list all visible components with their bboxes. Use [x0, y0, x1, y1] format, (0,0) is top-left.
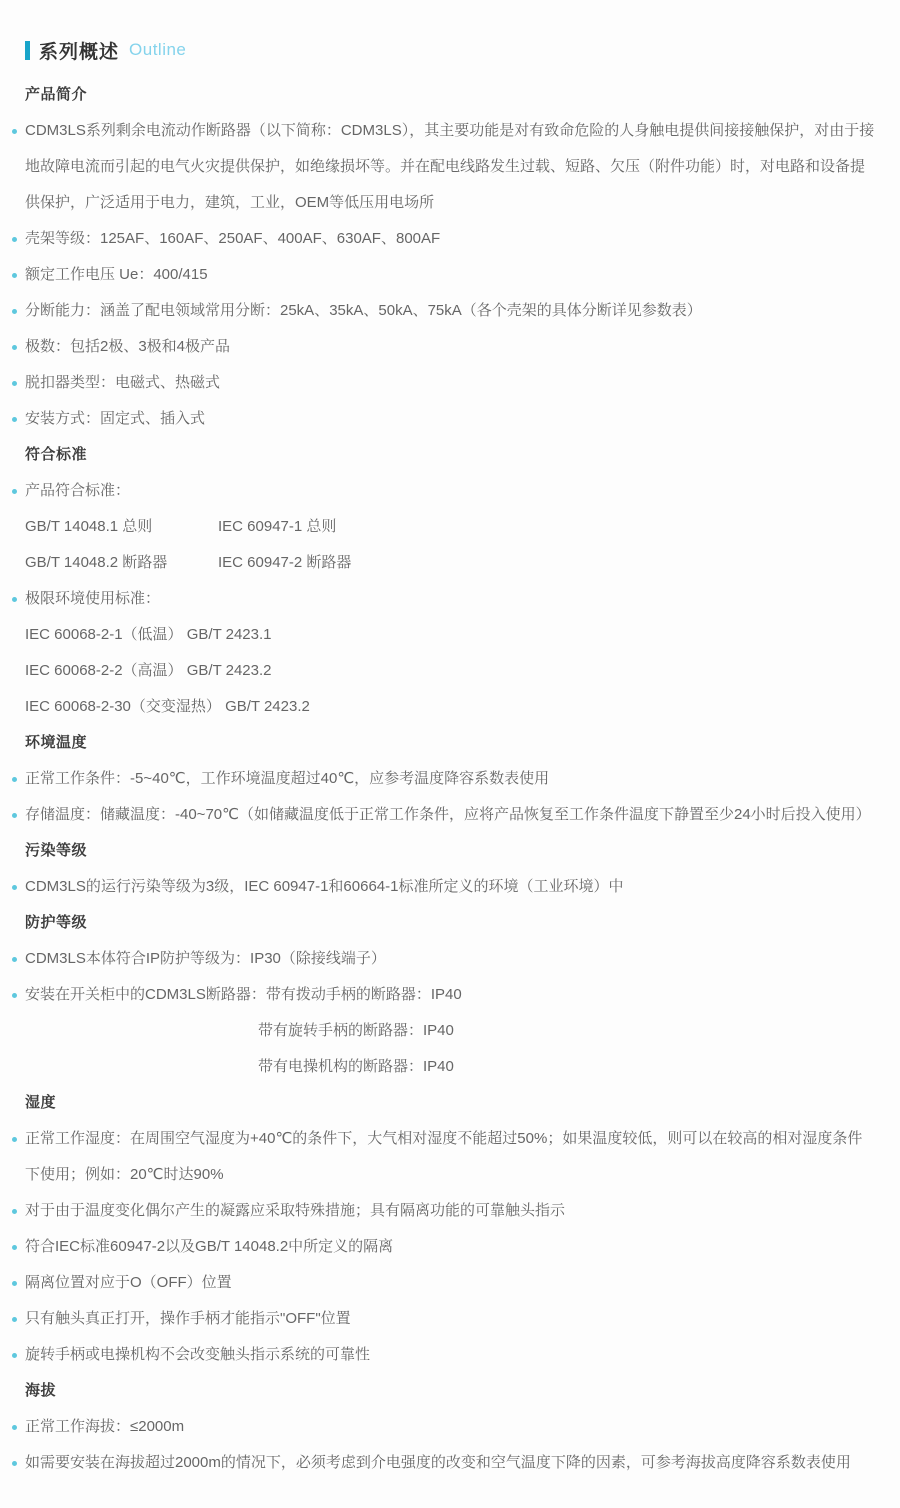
bullet-item — [25, 941, 875, 977]
continuation-line — [25, 1013, 875, 1049]
bullet-text: CDM3LS的运行污染等级为3级，IEC 60947-1和60664-1标准所定义的环境（工业环境）中 — [25, 878, 624, 895]
section-heading: 湿度 — [25, 1094, 57, 1111]
bullet-item — [25, 1409, 875, 1445]
bullet-dot-icon — [12, 1425, 17, 1430]
bullet-text: 正常工作海拔：≤2000m — [25, 1418, 185, 1435]
line-text: IEC 60068-2-2（高温） GB/T 2423.2 — [25, 662, 272, 679]
bullet-dot-icon — [12, 813, 17, 818]
title-accent-bar-icon — [25, 41, 30, 60]
bullet-item — [25, 221, 875, 257]
bullet-item — [25, 329, 875, 365]
bullet-text: 正常工作条件：-5~40℃，工作环境温度超过40℃，应参考温度降容系数表使用 — [25, 770, 550, 787]
bullet-item — [25, 977, 875, 1013]
line-text: IEC 60068-2-1（低温） GB/T 2423.1 — [25, 626, 272, 643]
plain-line — [25, 653, 875, 689]
bullet-dot-icon — [12, 1317, 17, 1322]
bullet-text: 分断能力：涵盖了配电领域常用分断：25kA、35kA、50kA、75kA（各个壳架的具体分断详见参数表） — [25, 302, 702, 319]
bullet-text: 极数：包括2极、3极和4极产品 — [25, 338, 231, 355]
bullet-item — [25, 1229, 875, 1265]
bullet-text: 脱扣器类型：电磁式、热磁式 — [25, 374, 221, 391]
bullet-item — [25, 1193, 875, 1229]
bullet-text: 极限环境使用标准： — [25, 590, 161, 607]
section-heading: 防护等级 — [25, 914, 88, 931]
bullet-text: 安装在开关柜中的CDM3LS断路器：带有拨动手柄的断路器：IP40 — [25, 986, 462, 1003]
bullet-dot-icon — [12, 1137, 17, 1142]
bullet-dot-icon — [12, 597, 17, 602]
bullet-text: 旋转手柄或电操机构不会改变触头指示系统的可靠性 — [25, 1346, 371, 1363]
bullet-text: 只有触头真正打开，操作手柄才能指示"OFF"位置 — [25, 1310, 351, 1327]
bullet-item — [25, 1265, 875, 1301]
bullet-dot-icon — [12, 381, 17, 386]
bullet-item — [25, 797, 875, 833]
bullet-dot-icon — [12, 417, 17, 422]
continuation-line — [25, 1049, 875, 1085]
section-heading: 产品简介 — [25, 86, 88, 103]
bullet-item — [25, 1121, 875, 1193]
bullet-text: 对于由于温度变化偶尔产生的凝露应采取特殊措施；具有隔离功能的可靠触头指示 — [25, 1202, 566, 1219]
bullet-text: 壳架等级：125AF、160AF、250AF、400AF、630AF、800AF — [25, 230, 441, 247]
standard-col-iec: IEC 60947-1 总则 — [218, 518, 337, 535]
page-title-row — [25, 39, 875, 61]
bullet-dot-icon — [12, 1353, 17, 1358]
line-text: 带有旋转手柄的断路器：IP40 — [258, 1022, 454, 1039]
bullet-item — [25, 581, 875, 617]
bullet-item — [25, 1301, 875, 1337]
bullet-item — [25, 761, 875, 797]
bullet-text: 隔离位置对应于O（OFF）位置 — [25, 1274, 232, 1291]
bullet-dot-icon — [12, 309, 17, 314]
bullet-item — [25, 1337, 875, 1373]
bullet-dot-icon — [12, 1461, 17, 1466]
page-subtitle: Outline — [129, 40, 187, 59]
bullet-dot-icon — [12, 1209, 17, 1214]
bullet-text: CDM3LS本体符合IP防护等级为：IP30（除接线端子） — [25, 950, 386, 967]
bullet-dot-icon — [12, 885, 17, 890]
bullet-item — [25, 365, 875, 401]
bullet-dot-icon — [12, 273, 17, 278]
bullet-dot-icon — [12, 1281, 17, 1286]
bullet-text: 如需要安装在海拔超过2000m的情况下，必须考虑到介电强度的改变和空气温度下降的因素，可参考海拔高度降容系数表使用 — [25, 1454, 851, 1471]
bullet-item — [25, 1445, 875, 1481]
bullet-item — [25, 293, 875, 329]
section-heading: 符合标准 — [25, 446, 88, 463]
bullet-dot-icon — [12, 129, 17, 134]
standard-col-gb: GB/T 14048.2 断路器 — [25, 554, 168, 571]
plain-line — [25, 617, 875, 653]
standard-col-iec: IEC 60947-2 断路器 — [218, 554, 352, 571]
line-text: 带有电操机构的断路器：IP40 — [258, 1058, 454, 1075]
standards-row — [25, 509, 875, 545]
bullet-text: 产品符合标准： — [25, 482, 131, 499]
section-heading: 环境温度 — [25, 734, 88, 751]
standards-row — [25, 545, 875, 581]
bullet-text: CDM3LS系列剩余电流动作断路器（以下简称：CDM3LS），其主要功能是对有致命危险的人身触电提供间接接触保护，对由于接地故障电流而引起的电气火灾提供保护，如绝缘损坏等。并在配电线路发生过载、短路、欠压（附件功能）时，对电路和设备提供保护，广泛适用于电力，建筑，工业，OEM等低压用电场所 — [25, 122, 875, 211]
plain-line — [25, 689, 875, 725]
bullet-dot-icon — [12, 1245, 17, 1250]
bullet-dot-icon — [12, 957, 17, 962]
standard-col-gb: GB/T 14048.1 总则 — [25, 518, 153, 535]
bullet-dot-icon — [12, 777, 17, 782]
bullet-text: 额定工作电压 Ue：400/415 — [25, 266, 208, 283]
bullet-text: 安装方式：固定式、插入式 — [25, 410, 206, 427]
bullet-item — [25, 869, 875, 905]
bullet-item — [25, 257, 875, 293]
bullet-dot-icon — [12, 237, 17, 242]
section-heading: 污染等级 — [25, 842, 88, 859]
page-title: 系列概述 — [39, 41, 120, 63]
line-text: IEC 60068-2-30（交变湿热） GB/T 2423.2 — [25, 698, 310, 715]
bullet-dot-icon — [12, 345, 17, 350]
section-heading: 海拔 — [25, 1382, 57, 1399]
bullet-text: 正常工作湿度：在周围空气湿度为+40℃的条件下，大气相对湿度不能超过50%；如果温度较低，则可以在较高的相对湿度条件下使用；例如：20℃时达90% — [25, 1130, 863, 1183]
bullet-item — [25, 401, 875, 437]
document-content — [25, 77, 875, 1481]
bullet-dot-icon — [12, 993, 17, 998]
bullet-text: 存储温度：储藏温度：-40~70℃（如储藏温度低于正常工作条件，应将产品恢复至工作条件温度下静置至少24小时后投入使用） — [25, 806, 871, 823]
bullet-item — [25, 473, 875, 509]
bullet-text: 符合IEC标准60947-2以及GB/T 14048.2中所定义的隔离 — [25, 1238, 394, 1255]
bullet-item — [25, 113, 875, 221]
bullet-dot-icon — [12, 489, 17, 494]
